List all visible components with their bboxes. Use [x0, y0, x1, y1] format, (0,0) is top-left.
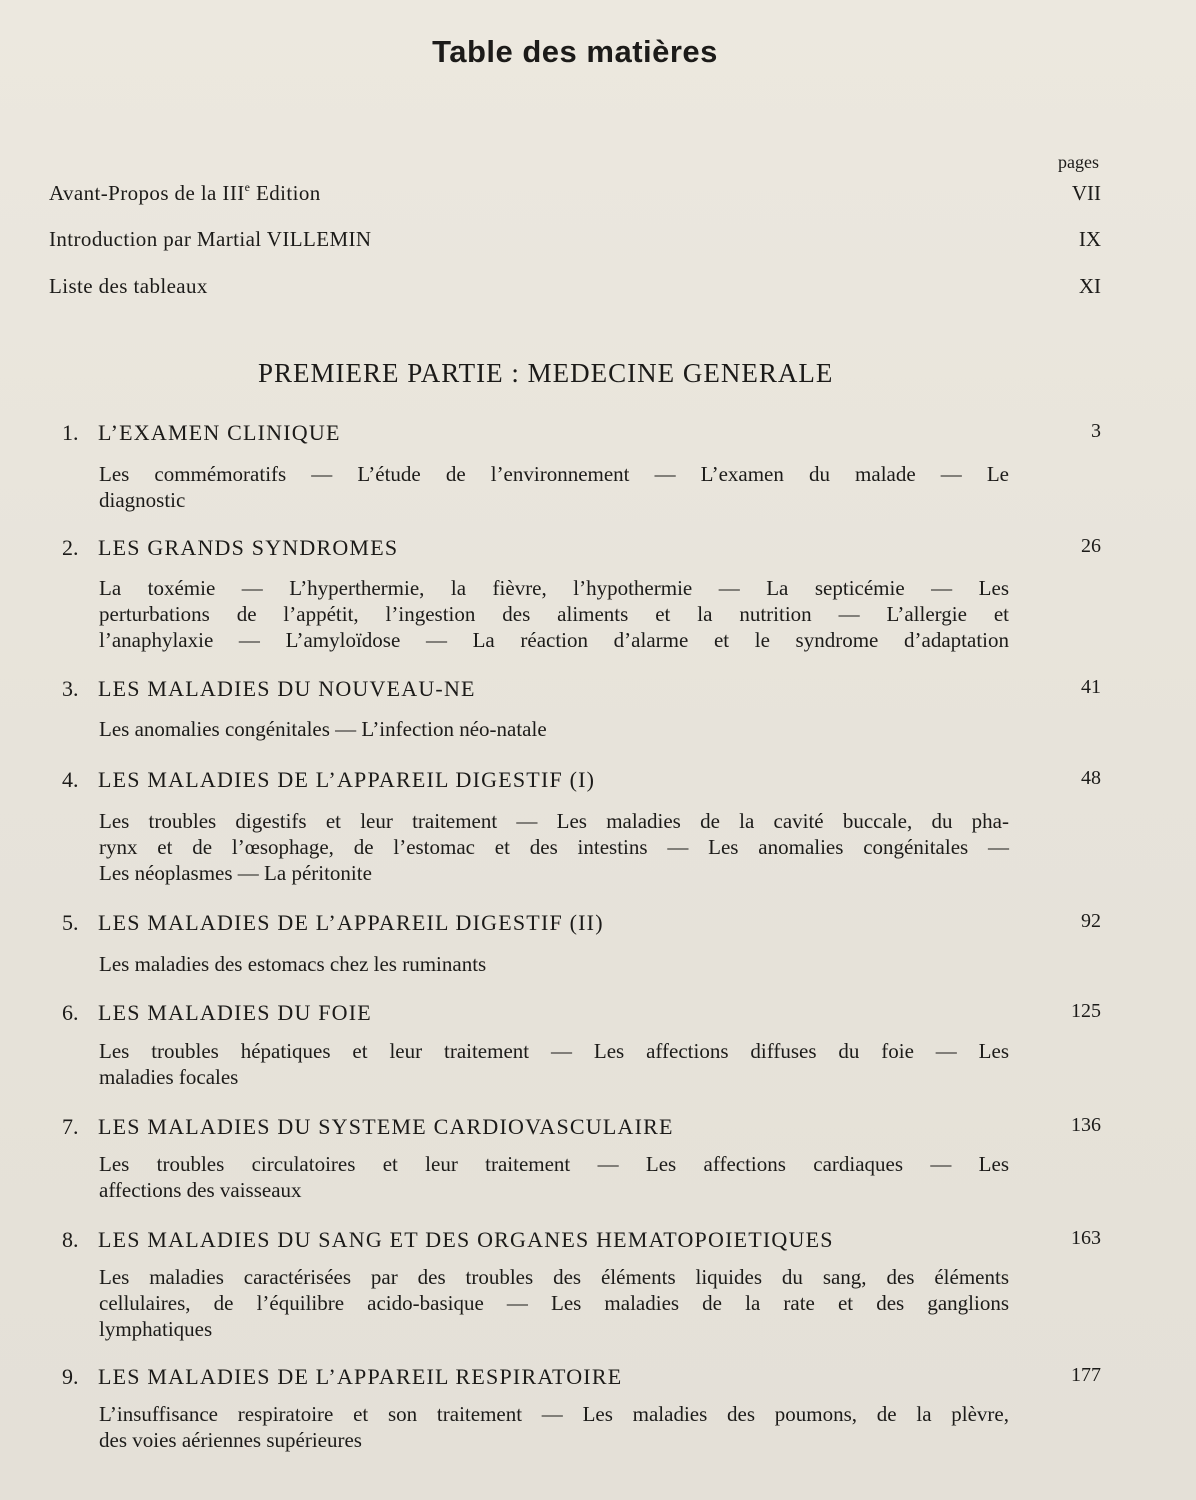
entry-title: LES MALADIES DU NOUVEAU-NE — [98, 676, 476, 701]
description-line: Les néoplasmes — La péritonite — [99, 861, 372, 885]
description-line: des voies aériennes supérieures — [99, 1428, 362, 1452]
description-line: Les maladies caractérisées par des troubles des éléments liquides du sang, des éléments — [99, 1265, 1009, 1289]
entry-number: 7. — [62, 1114, 79, 1139]
entry-title: LES GRANDS SYNDROMES — [98, 535, 399, 560]
description-line: Les troubles hépatiques et leur traitement — Les affections diffuses du foie — Les — [99, 1039, 1009, 1063]
part-heading: PREMIERE PARTIE : MEDECINE GENERALE — [258, 358, 834, 388]
entry-number: 5. — [62, 910, 79, 935]
entry-heading — [62, 676, 1101, 702]
description-line: diagnostic — [99, 488, 186, 512]
description-line: Les maladies des estomacs chez les ruminants — [99, 952, 487, 976]
description-line: lymphatiques — [99, 1317, 213, 1341]
entry-description — [99, 808, 1009, 886]
description-line: maladies focales — [99, 1065, 239, 1089]
entry-heading — [62, 767, 1101, 793]
entry-title: LES MALADIES DE L’APPAREIL DIGESTIF (II) — [98, 910, 604, 935]
page-title: Table des matières — [432, 34, 718, 69]
entry-description — [99, 716, 1009, 742]
front-matter-label: Liste des tableaux — [49, 274, 208, 298]
entry-number: 8. — [62, 1227, 79, 1252]
entry-heading — [62, 1000, 1101, 1026]
entry-description — [99, 1264, 1009, 1342]
entry-title: L’EXAMEN CLINIQUE — [98, 420, 341, 445]
entry-number: 3. — [62, 676, 79, 701]
entry-number: 2. — [62, 535, 79, 560]
entry-page: 48 — [1081, 767, 1101, 789]
entry-page: 26 — [1081, 535, 1101, 557]
description-line: Les troubles circulatoires et leur traitement — Les affections cardiaques — Les — [99, 1152, 1009, 1176]
entry-description — [99, 1401, 1009, 1453]
description-line: La toxémie — L’hyperthermie, la fièvre, l’hypothermie — La septicémie — Les — [99, 576, 1009, 600]
front-matter-item — [49, 227, 1101, 252]
entry-page: 41 — [1081, 676, 1101, 698]
entry-title: LES MALADIES DE L’APPAREIL RESPIRATOIRE — [98, 1364, 623, 1389]
entry-page: 3 — [1091, 420, 1101, 442]
description-line: rynx et de l’œsophage, de l’estomac et des intestins — Les anomalies congénitales — — [99, 835, 1009, 859]
description-line: affections des vaisseaux — [99, 1178, 302, 1202]
entry-page: 177 — [1071, 1364, 1101, 1386]
front-matter-label: Introduction par Martial VILLEMIN — [49, 227, 372, 251]
entry-title: LES MALADIES DU SYSTEME CARDIOVASCULAIRE — [98, 1114, 674, 1139]
description-line: Les anomalies congénitales — L’infection néo-natale — [99, 717, 547, 741]
entry-description — [99, 1038, 1009, 1090]
entry-title: LES MALADIES DU FOIE — [98, 1000, 372, 1025]
entry-heading — [62, 910, 1101, 936]
entry-heading — [62, 420, 1101, 446]
entry-page: 136 — [1071, 1114, 1101, 1136]
entry-heading — [62, 1227, 1101, 1253]
description-line: L’insuffisance respiratoire et son traitement — Les maladies des poumons, de la plèvre, — [99, 1402, 1009, 1426]
entry-page: 92 — [1081, 910, 1101, 932]
entry-title: LES MALADIES DU SANG ET DES ORGANES HEMATOPOIETIQUES — [98, 1227, 834, 1252]
entry-heading — [62, 535, 1101, 561]
entry-heading — [62, 1364, 1101, 1390]
description-line: l’anaphylaxie — L’amyloïdose — La réaction d’alarme et le syndrome d’adaptation — [99, 628, 1009, 652]
front-matter-item — [49, 181, 1101, 206]
description-line: perturbations de l’appétit, l’ingestion des aliments et la nutrition — L’allergie et — [99, 602, 1009, 626]
entry-title: LES MALADIES DE L’APPAREIL DIGESTIF (I) — [98, 767, 596, 792]
front-matter-page: IX — [1078, 227, 1101, 251]
entry-description — [99, 951, 1009, 977]
front-matter-page: XI — [1078, 274, 1101, 298]
entry-description — [99, 1151, 1009, 1203]
entry-description — [99, 461, 1009, 513]
front-matter-item — [49, 274, 1101, 299]
entry-number: 1. — [62, 420, 79, 445]
entry-number: 6. — [62, 1000, 79, 1025]
pages-column-label: pages — [1058, 152, 1099, 172]
entry-page: 125 — [1071, 1000, 1101, 1022]
entry-page: 163 — [1071, 1227, 1101, 1249]
entry-number: 4. — [62, 767, 79, 792]
front-matter-page: VII — [1071, 181, 1101, 205]
description-line: cellulaires, de l’équilibre acido-basique — Les maladies de la rate et des ganglions — [99, 1291, 1009, 1315]
description-line: Les troubles digestifs et leur traitement — Les maladies de la cavité buccale, du pha- — [99, 809, 1009, 833]
entry-number: 9. — [62, 1364, 79, 1389]
description-line: Les commémoratifs — L’étude de l’environnement — L’examen du malade — Le — [99, 462, 1009, 486]
front-matter-label: Avant-Propos de la IIIe Edition — [49, 180, 321, 205]
entry-description — [99, 575, 1009, 653]
entry-heading — [62, 1114, 1101, 1140]
